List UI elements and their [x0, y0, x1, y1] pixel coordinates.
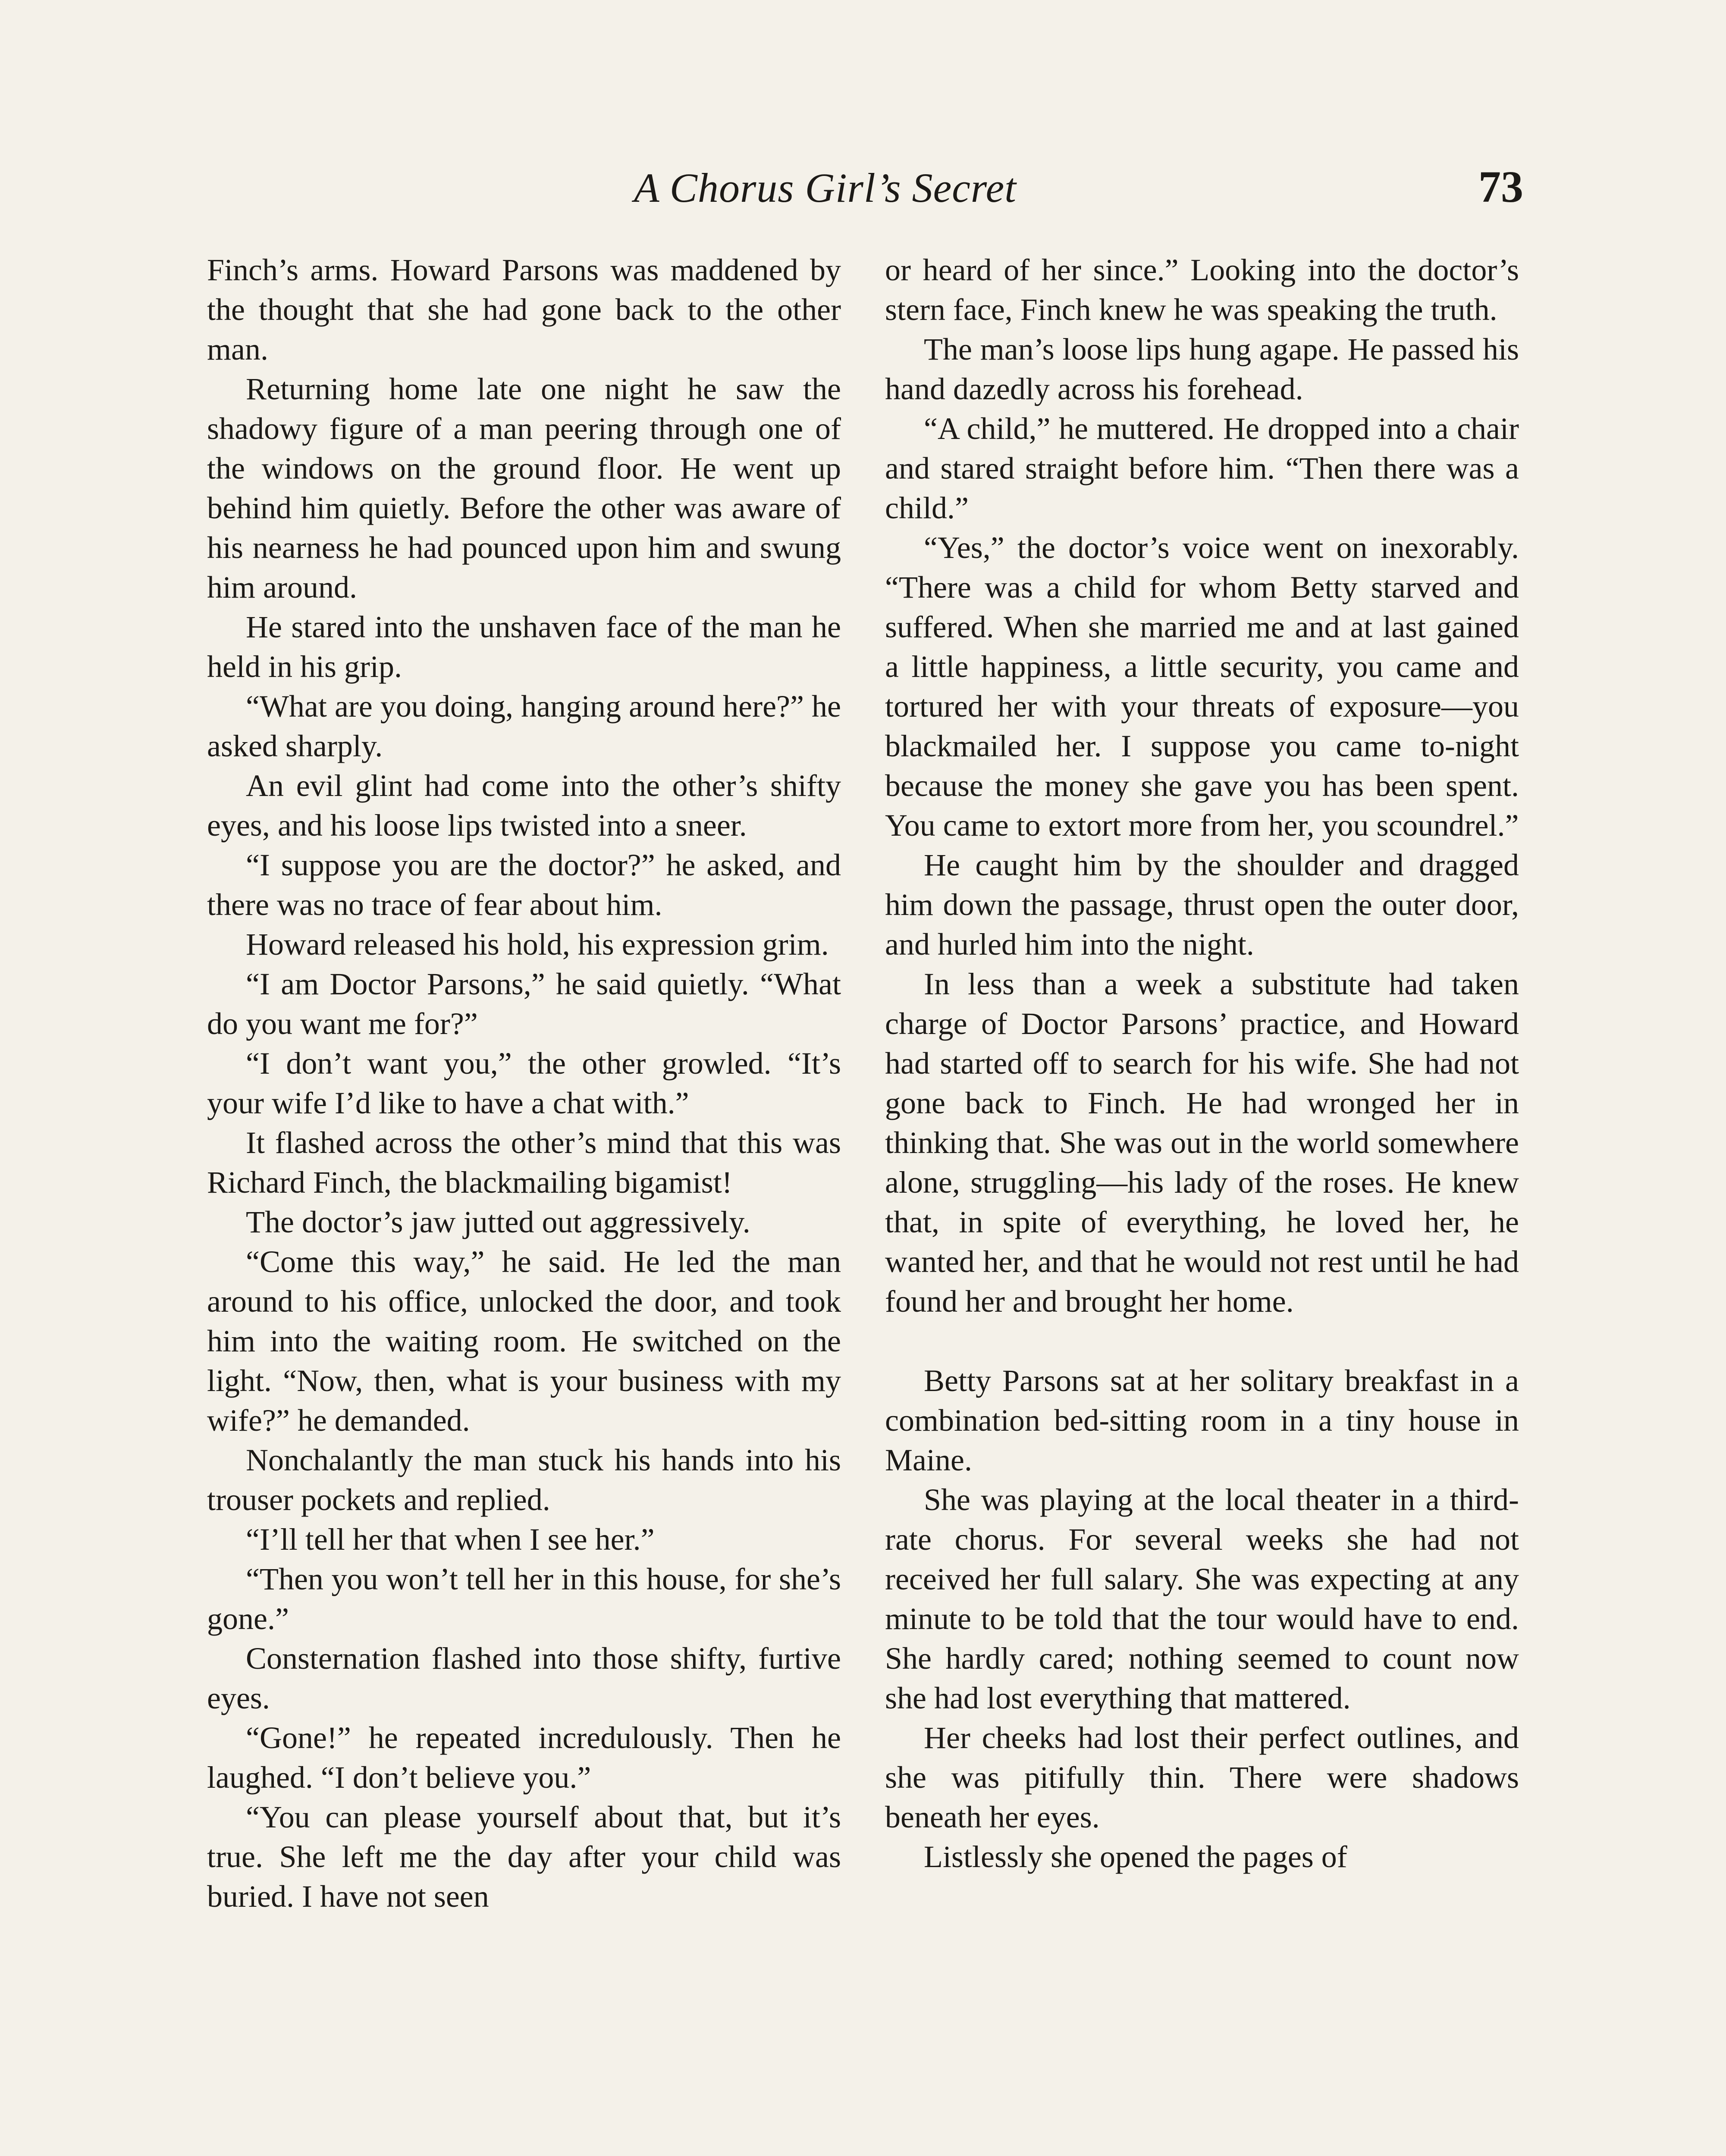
- paragraph: “I suppose you are the doctor?” he asked, and there was no trace of fear about him.: [207, 848, 841, 922]
- paragraph: The man’s loose lips hung agape. He passed his hand dazedly across his forehead.: [885, 332, 1519, 406]
- paragraph: An evil glint had come into the other’s shifty eyes, and his loose lips twisted into a sneer.: [207, 768, 841, 843]
- paragraph: He stared into the unshaven face of the man he held in his grip.: [207, 610, 841, 684]
- paragraph: or heard of her since.” Looking into the doctor’s stern face, Finch knew he was speaking the truth.: [885, 253, 1519, 327]
- paragraph: “Yes,” the doctor’s voice went on inexorably. “There was a child for whom Betty starved and suffered. When she married me and at last gained a little happiness, a little security, you came and tortured her with your threats of exposure—you blackmailed her. I suppose you came to-night because the money she gave you has been spent. You came to extort more from her, you scoundrel.”: [885, 530, 1519, 843]
- paragraph: “I am Doctor Parsons,” he said quietly. “What do you want me for?”: [207, 967, 841, 1041]
- paragraph: In less than a week a substitute had taken charge of Doctor Parsons’ practice, and Howard had started off to search for his wife. She had not gone back to Finch. He had wronged her in thinking that. She was out in the world somewhere alone, struggling—his lady of the roses. He knew that, in spite of everything, he loved her, he wanted her, and that he would not rest until he had found her and brought her home.: [885, 967, 1519, 1319]
- paragraph: “Then you won’t tell her in this house, for she’s gone.”: [207, 1562, 841, 1636]
- paragraph: “I don’t want you,” the other growled. “It’s your wife I’d like to have a chat with.”: [207, 1046, 841, 1120]
- running-title: A Chorus Girl’s Secret: [634, 165, 1017, 211]
- paragraph: Listlessly she opened the pages of: [924, 1839, 1347, 1874]
- running-head: [0, 164, 1726, 224]
- paragraph: Nonchalantly the man stuck his hands into his trouser pockets and replied.: [207, 1443, 841, 1517]
- paragraph: It flashed across the other’s mind that this was Richard Finch, the blackmailing bigamist!: [207, 1125, 841, 1200]
- paragraph: “Gone!” he repeated incredulously. Then he laughed. “I don’t believe you.”: [207, 1720, 841, 1795]
- paragraph: He caught him by the shoulder and dragged him down the passage, thrust open the outer door, and hurled him into the night.: [885, 848, 1519, 962]
- paragraph: Howard released his hold, his expression grim.: [246, 927, 829, 962]
- paragraph: Her cheeks had lost their perfect outlines, and she was pitifully thin. There were shadows beneath her eyes.: [885, 1720, 1519, 1834]
- right-column: [885, 250, 1519, 1877]
- paragraph: Betty Parsons sat at her solitary breakfast in a combination bed-sitting room in a tiny house in Maine.: [885, 1363, 1519, 1477]
- paragraph: She was playing at the local theater in a third-rate chorus. For several weeks she had not received her full salary. She was expecting at any minute to be told that the tour would have to end. She hardly cared; nothing seemed to count now she had lost everything that mattered.: [885, 1482, 1519, 1715]
- left-column: [207, 250, 841, 1916]
- paragraph: Finch’s arms. Howard Parsons was maddened by the thought that she had gone back to the other man.: [207, 253, 841, 367]
- paragraph: “I’ll tell her that when I see her.”: [246, 1522, 655, 1557]
- paragraph: Consternation flashed into those shifty, furtive eyes.: [207, 1641, 841, 1715]
- paragraph: “A child,” he muttered. He dropped into a chair and stared straight before him. “Then there was a child.”: [885, 411, 1519, 525]
- paragraph: Returning home late one night he saw the shadowy figure of a man peering through one of the windows on the ground floor. He went up behind him quietly. Before the other was aware of his nearness he had pounced upon him and swung him around.: [207, 372, 841, 605]
- paragraph: “What are you doing, hanging around here?” he asked sharply.: [207, 689, 841, 763]
- page-number: 73: [1478, 162, 1523, 212]
- paragraph: “You can please yourself about that, but it’s true. She left me the day after your child was buried. I have not seen: [207, 1800, 841, 1914]
- paragraph: “Come this way,” he said. He led the man around to his office, unlocked the door, and took him into the waiting room. He switched on the light. “Now, then, what is your business with my wife?” he demanded.: [207, 1244, 841, 1438]
- paragraph: The doctor’s jaw jutted out aggressively.: [246, 1205, 750, 1239]
